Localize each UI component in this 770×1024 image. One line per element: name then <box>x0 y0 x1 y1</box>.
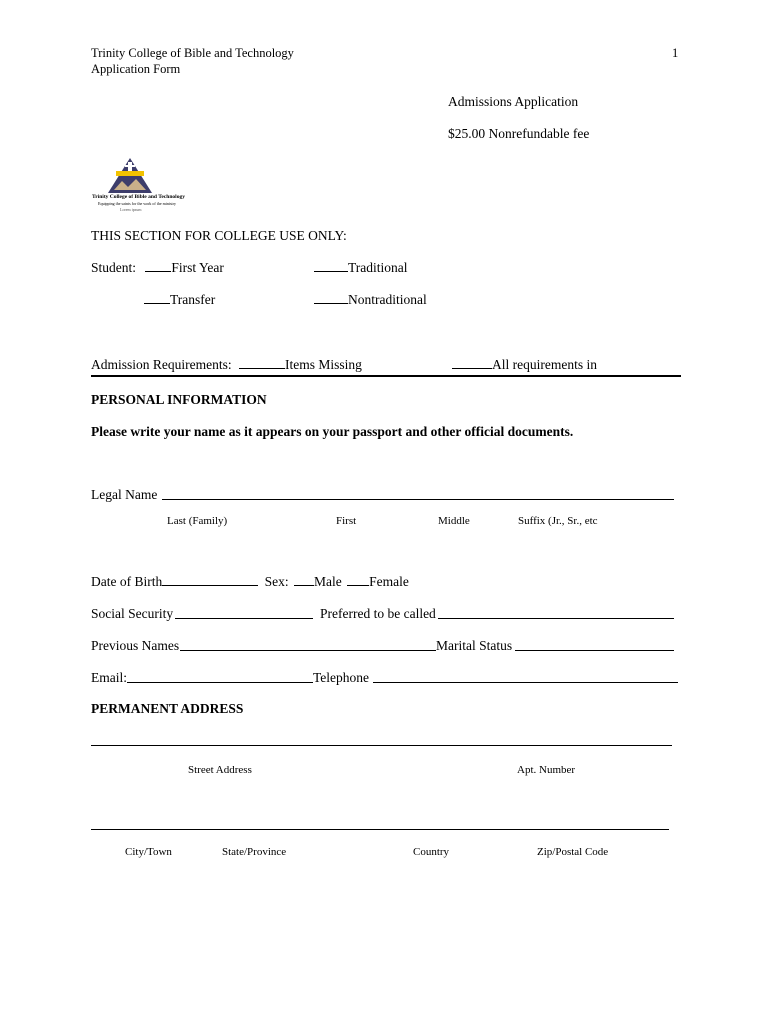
college-use-heading: THIS SECTION FOR COLLEGE USE ONLY: <box>91 228 347 243</box>
traditional-option <box>314 260 408 276</box>
first-year-label: First Year <box>171 260 224 275</box>
marital-status-label: Marital Status <box>436 638 513 653</box>
legal-name-label: Legal Name <box>91 487 158 502</box>
admission-requirements-row <box>91 357 362 373</box>
logo-text-line3: Lorem ipsum <box>120 207 142 212</box>
traditional-blank[interactable] <box>314 271 348 272</box>
all-requirements-blank[interactable] <box>452 368 492 369</box>
items-missing-label: Items Missing <box>285 357 362 372</box>
header-college-name: Trinity College of Bible and Technology <box>91 46 294 60</box>
fee-notice: $25.00 Nonrefundable fee <box>448 126 590 141</box>
email-field[interactable] <box>127 682 313 683</box>
sub-last-name: Last (Family) <box>167 515 228 527</box>
all-requirements-label: All requirements in <box>492 357 597 372</box>
street-address-field[interactable] <box>91 745 672 746</box>
sex-label: Sex: <box>264 574 289 589</box>
nontraditional-blank[interactable] <box>314 303 348 304</box>
zip-label: Zip/Postal Code <box>537 846 609 858</box>
nontraditional-option <box>314 292 427 308</box>
logo-text-line2: Equipping the saints for the work of the ministry <box>98 201 176 206</box>
state-label: State/Province <box>222 846 287 858</box>
telephone-field[interactable] <box>373 682 678 683</box>
permanent-address-heading: PERMANENT ADDRESS <box>91 701 244 716</box>
male-blank[interactable] <box>294 585 314 586</box>
preferred-name-label: Preferred to be called <box>320 606 436 621</box>
city-state-field[interactable] <box>91 829 669 830</box>
male-label: Male <box>314 574 342 589</box>
admission-req-label: Admission Requirements: <box>91 357 232 372</box>
traditional-label: Traditional <box>348 260 408 275</box>
sub-suffix: Suffix (Jr., Sr., etc <box>518 515 598 527</box>
transfer-blank[interactable] <box>144 303 170 304</box>
student-label: Student: <box>91 260 137 275</box>
all-requirements-option <box>452 357 597 373</box>
nontraditional-label: Nontraditional <box>348 292 427 307</box>
ssn-field[interactable] <box>175 618 313 619</box>
dob-field[interactable] <box>162 585 258 586</box>
page-number: 1 <box>672 46 679 60</box>
college-logo <box>92 157 185 215</box>
dob-label: Date of Birth <box>91 574 163 589</box>
email-label: Email: <box>91 670 127 685</box>
country-label: Country <box>413 846 450 858</box>
previous-names-field[interactable] <box>180 650 436 651</box>
city-label: City/Town <box>125 846 172 858</box>
female-label: Female <box>369 574 409 589</box>
preferred-name-field[interactable] <box>438 618 674 619</box>
name-instruction: Please write your name as it appears on your passport and other official documents. <box>91 424 574 439</box>
student-row-1 <box>91 260 224 276</box>
legal-name-field[interactable] <box>162 499 674 500</box>
telephone-label: Telephone <box>313 670 370 685</box>
street-address-label: Street Address <box>188 764 252 776</box>
logo-text-line1: Trinity College of Bible and Technology <box>92 194 185 200</box>
first-year-blank[interactable] <box>145 271 171 272</box>
dob-sex-row <box>91 574 409 590</box>
previous-names-label: Previous Names <box>91 638 180 653</box>
marital-status-field[interactable] <box>515 650 674 651</box>
apt-number-label: Apt. Number <box>517 764 576 776</box>
sub-first-name: First <box>336 515 357 527</box>
section-divider <box>91 375 681 377</box>
transfer-option <box>144 292 215 308</box>
items-missing-blank[interactable] <box>239 368 285 369</box>
sub-middle-name: Middle <box>438 515 470 527</box>
ssn-label: Social Security <box>91 606 174 621</box>
form-title: Admissions Application <box>448 94 579 109</box>
header-form-name: Application Form <box>91 62 181 76</box>
female-blank[interactable] <box>347 585 369 586</box>
transfer-label: Transfer <box>170 292 216 307</box>
personal-info-heading: PERSONAL INFORMATION <box>91 392 267 407</box>
